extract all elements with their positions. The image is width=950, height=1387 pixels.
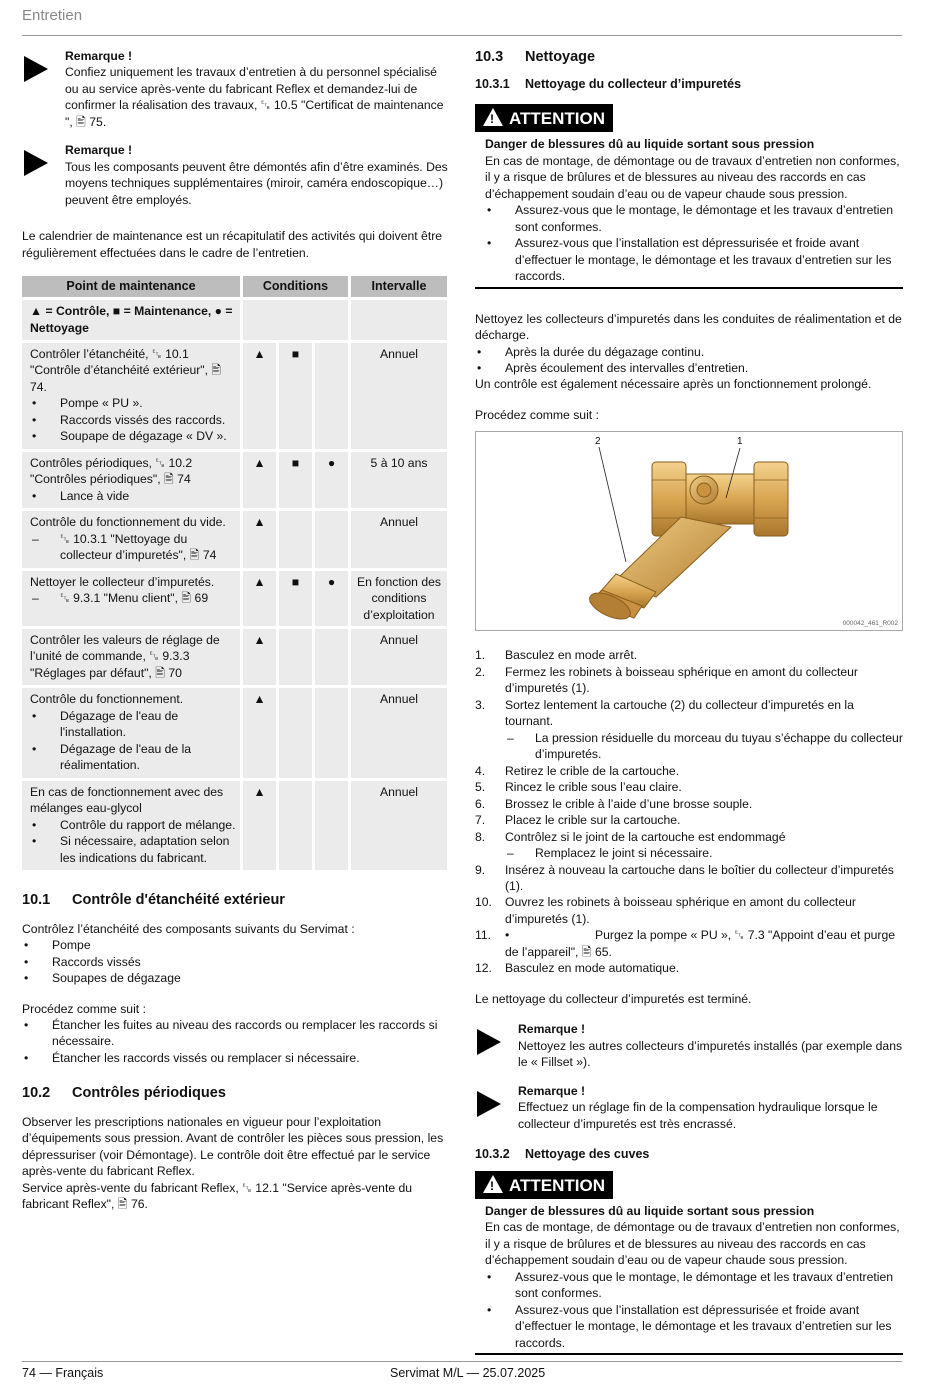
note-arrow-icon	[477, 1091, 501, 1117]
condition-symbol: ▲	[243, 781, 276, 870]
step-item	[475, 829, 903, 862]
step-number: 11.	[475, 928, 492, 943]
step-number: 12.	[475, 961, 492, 976]
interval-cell: 5 à 10 ans	[351, 452, 447, 508]
table-legend: ▲ = Contrôle, ■ = Maintenance, ● = Nettoyage	[22, 300, 240, 340]
section-title: Nettoyage du collecteur d’impuretés	[525, 76, 742, 91]
maintenance-point-cell	[22, 688, 240, 777]
step-text: Ouvrez les robinets à boisseau sphérique en amont du collecteur d’impuretés (1).	[505, 895, 856, 926]
section-number: 10.3	[475, 49, 504, 65]
step-text: Placez le crible sur la cartouche.	[505, 813, 681, 828]
paragraph: Procédez comme suit :	[475, 407, 599, 422]
list-item: • Raccords vissés des raccords.	[30, 412, 236, 428]
paragraph: Un contrôle est également nécessaire après un fonctionnement prolongé.	[475, 377, 872, 392]
maintenance-point-cell	[22, 452, 240, 508]
table-row	[22, 452, 447, 508]
interval-cell: En fonction des conditions d’exploitation	[351, 571, 447, 626]
interval-cell: Annuel	[351, 511, 447, 567]
condition-symbol: ▲	[243, 343, 276, 449]
step-text: Sortez lentement la cartouche (2) du collecteur d’impuretés en la tournant.	[505, 697, 854, 729]
section-number: 10.2	[22, 1085, 51, 1102]
list-item: • Pompe	[22, 937, 450, 953]
list-item: • Assurez-vous que l’installation est dépressurisée et froide avant d’effectuer le montage, le démontage et les travaux d’entretien sur les raccords.	[485, 1302, 903, 1351]
step-number: 6.	[475, 796, 486, 811]
paragraph: Procédez comme suit :	[22, 1001, 146, 1016]
interval-cell: Annuel	[351, 343, 447, 449]
figure-code: 000042_461_R002	[842, 619, 898, 627]
section-heading-10-2	[22, 1084, 450, 1104]
list-item: • Après la durée du dégazage continu.	[475, 344, 903, 360]
condition-symbol: ●	[315, 452, 348, 508]
table-row	[22, 343, 447, 449]
condition-symbol: ■	[279, 571, 312, 626]
table-row	[22, 629, 447, 685]
table-row	[22, 571, 447, 626]
attention-box	[475, 1171, 903, 1355]
col-header-conditions: Conditions	[243, 276, 348, 297]
step-item	[475, 927, 903, 960]
paragraph: Observer les prescriptions nationales en vigueur pour l’exploitation d’équipements sous pression. Avant de contrôler les pièces sous pression, les dépressuriser (voir Démontage). Le contrôle doit être effectué par le service après-vente du fabricant Reflex.	[22, 1114, 444, 1179]
maintenance-point-list	[30, 817, 236, 866]
strainer-illustration	[476, 432, 902, 630]
maintenance-point-cell	[22, 571, 240, 626]
maintenance-point-cell	[22, 511, 240, 567]
note-title: Remarque !	[518, 1022, 586, 1037]
step-text: Insérez à nouveau la cartouche dans le boîtier du collecteur d’impuretés (1).	[505, 862, 894, 893]
legend-empty-cell	[351, 300, 447, 340]
maintenance-point-text: Nettoyer le collecteur d’impuretés.	[30, 574, 215, 589]
condition-symbol	[279, 688, 312, 777]
condition-symbol	[279, 781, 312, 870]
footer-product-date: Servimat M/L — 25.07.2025	[390, 1366, 546, 1380]
attention-label	[475, 104, 613, 132]
attention-box	[475, 104, 903, 288]
left-column	[22, 48, 450, 1213]
step-number: 5.	[475, 780, 486, 795]
section-number: 10.1	[22, 892, 51, 909]
procedure-list	[22, 1017, 450, 1066]
right-column	[475, 48, 903, 1369]
maintenance-point-text: Contrôler l’étanchéité, ␗ 10.1 "Contrôle d’étanchéité extérieur", 🖹 74.	[30, 346, 222, 394]
section-heading-10-3-1	[475, 76, 903, 93]
note-title: Remarque !	[518, 1083, 586, 1098]
step-item	[475, 796, 903, 812]
list-item: • Dégazage de l'eau de la réalimentation.	[30, 741, 236, 774]
section-heading-10-1	[22, 891, 450, 911]
note-text: Confiez uniquement les travaux d’entretien à du personnel spécialisé ou au service après-vente du fabricant Reflex et demandez-lui de confirmer la réalisation des travaux, ␗ 10.5 "Certificat de maintenance ", 🖹 75.	[65, 65, 444, 129]
list-item: • Étancher les fuites au niveau des raccords ou remplacer les raccords si nécessaire.	[22, 1017, 450, 1050]
condition-symbol: ▲	[243, 452, 276, 508]
step-text: Fermez les robinets à boisseau sphérique en amont du collecteur d’impuretés (1).	[505, 664, 858, 696]
interval-cell: Annuel	[351, 629, 447, 685]
condition-symbol: ●	[315, 571, 348, 626]
condition-symbol	[315, 343, 348, 449]
paragraph: Service après-vente du fabricant Reflex, ␗ 12.1 "Service après-vente du fabricant Reflex", 🖹 76.	[22, 1180, 413, 1212]
list-item: – ␗ 9.3.1 "Menu client", 🖹 69	[30, 590, 236, 606]
section-title: Contrôle d'étanchéité extérieur	[72, 892, 285, 909]
note-block	[22, 48, 450, 130]
page-header-title: Entretien	[22, 7, 83, 24]
section-number: 10.3.1	[475, 76, 510, 91]
section-title: Nettoyage	[525, 49, 596, 65]
section-heading-10-3	[475, 48, 903, 68]
list-item: • Assurez-vous que le montage, le démontage et les travaux d’entretien sont conformes.	[485, 1269, 903, 1302]
interval-cell: Annuel	[351, 781, 447, 870]
list-item: • Soupape de dégazage « DV ».	[30, 428, 236, 444]
attention-heading: Danger de blessures dû au liquide sortant sous pression	[485, 137, 815, 152]
step-item	[475, 894, 903, 927]
section-heading-10-3-2	[475, 1146, 903, 1163]
maintenance-point-list	[30, 531, 236, 564]
section-number: 10.3.2	[475, 1147, 510, 1162]
step-item	[475, 960, 903, 976]
footer-divider	[22, 1361, 902, 1362]
note-text: Effectuez un réglage fin de la compensation hydraulique lorsque le collecteur d’impuretés est très encrassé.	[518, 1100, 878, 1131]
condition-symbol	[279, 511, 312, 567]
legend-empty-cell	[243, 300, 348, 340]
step-number: 10.	[475, 895, 492, 910]
step-item	[475, 647, 903, 663]
condition-symbol: ▲	[243, 571, 276, 626]
attention-list	[485, 1269, 903, 1351]
col-header-point: Point de maintenance	[22, 276, 240, 297]
note-arrow-icon	[24, 150, 48, 176]
cleaning-steps	[475, 647, 903, 976]
maintenance-point-list	[30, 488, 236, 504]
condition-symbol: ▲	[243, 688, 276, 777]
note-block	[22, 142, 450, 208]
maintenance-point-text: Contrôles périodiques, ␗ 10.2 "Contrôles périodiques", 🖹 74	[30, 455, 193, 487]
header-divider	[22, 35, 902, 36]
step-text: Basculez en mode automatique.	[505, 961, 680, 976]
step-item	[475, 779, 903, 795]
step-text: Purgez la pompe « PU », ␗ 7.3 "Appoint d’eau et purge de l’appareil", 🖹 65.	[505, 928, 895, 959]
note-block	[475, 1083, 903, 1132]
step-text: Brossez le crible à l’aide d’une brosse souple.	[505, 796, 753, 811]
note-arrow-icon	[24, 56, 48, 82]
step-item	[475, 664, 903, 697]
attention-body: En cas de montage, de démontage ou de travaux d’entretien non conformes, il y a risque de brûlures et de blessures au niveau des raccords en cas d’échappement soudain d’eau ou de vapeur chaude sous pression.	[485, 153, 900, 201]
warning-triangle-icon	[483, 108, 503, 126]
figure-label-2: 2	[595, 436, 601, 448]
condition-symbol	[315, 511, 348, 567]
note-title: Remarque !	[65, 49, 133, 63]
maintenance-point-list	[30, 708, 236, 774]
figure-label-1: 1	[737, 436, 743, 448]
step-item	[475, 862, 903, 895]
section-title: Nettoyage des cuves	[525, 1147, 650, 1162]
table-header-row	[22, 276, 447, 297]
paragraph: Contrôlez l’étanchéité des composants suivants du Servimat :	[22, 921, 355, 936]
step-item	[475, 812, 903, 828]
step-text: Retirez le crible de la cartouche.	[505, 763, 680, 778]
condition-symbol	[315, 688, 348, 777]
legend-row	[22, 300, 447, 340]
table-body	[22, 343, 447, 870]
warning-triangle-icon	[483, 1175, 503, 1193]
list-item: • Étancher les raccords vissés ou remplacer si nécessaire.	[22, 1050, 450, 1066]
attention-list	[485, 202, 903, 284]
list-item: • Si nécessaire, adaptation selon les indications du fabricant.	[30, 833, 236, 866]
list-item: – ␗ 10.3.1 "Nettoyage du collecteur d’impuretés", 🖹 74	[30, 531, 236, 564]
step-text: Contrôlez si le joint de la cartouche est endommagé	[505, 829, 786, 844]
maintenance-point-list	[30, 395, 236, 444]
step-number: 4.	[475, 763, 486, 778]
note-arrow-icon	[477, 1029, 501, 1055]
list-item: • Lance à vide	[30, 488, 236, 504]
maintenance-point-cell	[22, 343, 240, 449]
attention-text: ATTENTION	[509, 1175, 606, 1195]
table-row	[22, 511, 447, 567]
cleaning-times-list	[475, 344, 903, 377]
list-item: • Raccords vissés	[22, 954, 450, 970]
interval-cell: Annuel	[351, 688, 447, 777]
condition-symbol: ▲	[243, 511, 276, 567]
step-item	[475, 697, 903, 763]
maintenance-point-text: Contrôle du fonctionnement.	[30, 692, 184, 707]
attention-heading: Danger de blessures dû au liquide sortant sous pression	[485, 1203, 815, 1218]
attention-body: En cas de montage, de démontage ou de travaux d’entretien non conformes, il y a risque de brûlures et de blessures au niveau des raccords en cas d’échappement soudain d’eau ou de vapeur chaude sous pression.	[485, 1220, 900, 1268]
note-text: Tous les composants peuvent être démontés afin d’être examinés. Des moyens techniques supplémentaires (miroir, caméra endoscopique…) peuvent être employés.	[65, 159, 448, 207]
step-result: – La pression résiduelle du morceau du tuyau s’échappe du collecteur d’impuretés.	[505, 730, 903, 763]
step-number: 9.	[475, 862, 486, 877]
table-row	[22, 688, 447, 777]
list-item: • Assurez-vous que le montage, le démontage et les travaux d’entretien sont conformes.	[485, 202, 903, 235]
section-title: Contrôles périodiques	[72, 1085, 226, 1102]
paragraph: Nettoyez les collecteurs d’impuretés dans les conduites de réalimentation et de décharge.	[475, 311, 902, 343]
condition-symbol: ■	[279, 343, 312, 449]
step-number: 2.	[475, 664, 486, 679]
step-number: 8.	[475, 829, 486, 844]
note-block	[475, 1021, 903, 1070]
note-text: Nettoyez les autres collecteurs d’impuretés installés (par exemple dans le « Fillset »).	[518, 1038, 903, 1070]
condition-symbol: ▲	[243, 629, 276, 685]
condition-symbol	[315, 629, 348, 685]
maintenance-point-text: Contrôle du fonctionnement du vide.	[30, 515, 226, 530]
condition-symbol: ■	[279, 452, 312, 508]
attention-text: ATTENTION	[509, 109, 606, 129]
strainer-figure	[475, 431, 903, 631]
maintenance-point-cell	[22, 629, 240, 685]
condition-symbol	[279, 629, 312, 685]
step-result: – Remplacez le joint si nécessaire.	[505, 845, 903, 861]
footer-page-language: 74 — Français	[22, 1366, 104, 1380]
maintenance-table	[19, 273, 450, 873]
maintenance-point-list	[30, 590, 236, 606]
condition-symbol	[315, 781, 348, 870]
step-text: Rincez le crible sous l’eau claire.	[505, 780, 682, 795]
note-title: Remarque !	[65, 143, 133, 158]
list-item: • Dégazage de l'eau de l'installation.	[30, 708, 236, 741]
list-item: • Pompe « PU ».	[30, 395, 236, 411]
step-item	[475, 763, 903, 779]
list-item: • Soupapes de dégazage	[22, 970, 450, 986]
col-header-interval: Intervalle	[351, 276, 447, 297]
step-number: 1.	[475, 648, 486, 663]
list-item: • Après écoulement des intervalles d’entretien.	[475, 360, 903, 376]
list-item: • Contrôle du rapport de mélange.	[30, 817, 236, 833]
maintenance-intro: Le calendrier de maintenance est un récapitulatif des activités qui doivent être régulièrement effectuées dans le cadre de l’entretien.	[22, 229, 443, 260]
step-text: Basculez en mode arrêt.	[505, 648, 638, 663]
step-bullet: •	[505, 928, 510, 943]
component-list	[22, 937, 450, 986]
step-number: 7.	[475, 813, 486, 828]
attention-label	[475, 1171, 613, 1199]
maintenance-point-text: En cas de fonctionnement avec des mélanges eau-glycol	[30, 784, 224, 816]
table-row	[22, 781, 447, 870]
paragraph: Le nettoyage du collecteur d’impuretés est terminé.	[475, 991, 752, 1006]
maintenance-point-text: Contrôler les valeurs de réglage de l’unité de commande, ␗ 9.3.3 "Réglages par défaut", 🖹 70	[30, 633, 220, 680]
step-number: 3.	[475, 697, 486, 712]
list-item: • Assurez-vous que l’installation est dépressurisée et froide avant d’effectuer le montage, le démontage et les travaux d’entretien sur les raccords.	[485, 235, 903, 284]
maintenance-point-cell	[22, 781, 240, 870]
